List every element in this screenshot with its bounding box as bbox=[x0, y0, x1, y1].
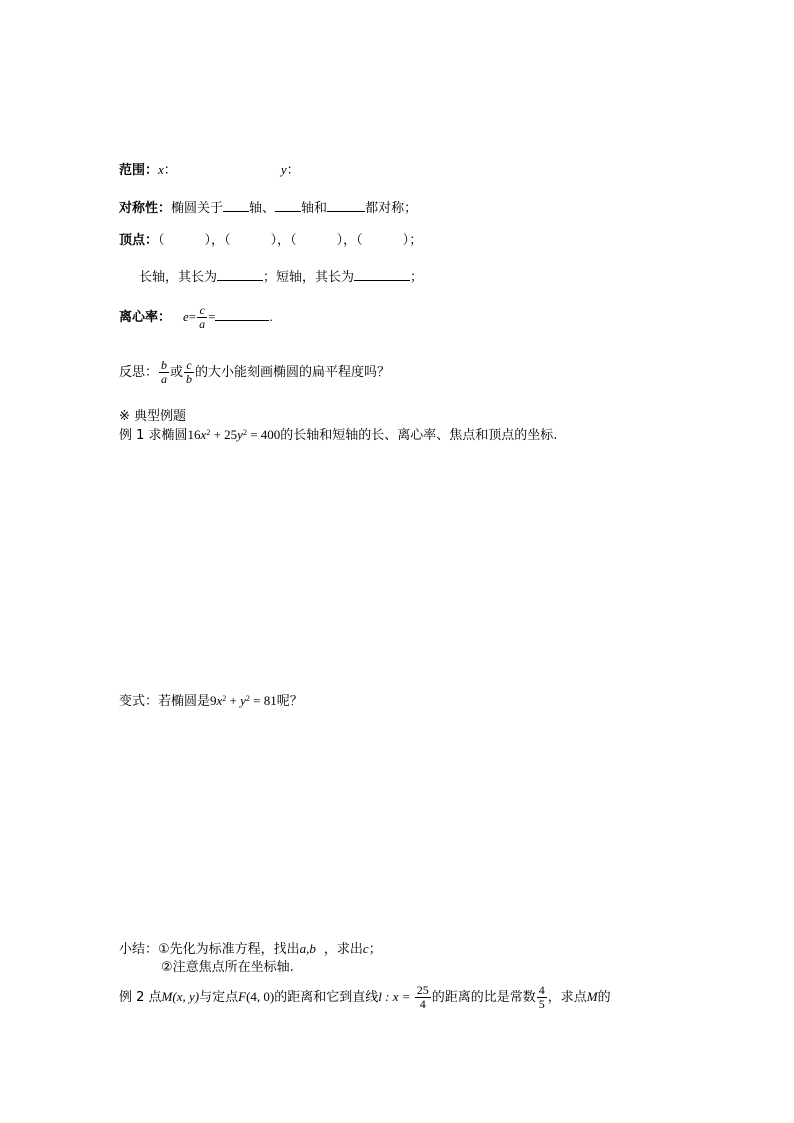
summary-line-1 bbox=[119, 940, 382, 959]
ex2-n25: 25 bbox=[416, 983, 429, 997]
range-label: 范围： bbox=[119, 163, 159, 178]
ex2-d4: 4 bbox=[419, 997, 426, 1011]
vertex-4-open: （ bbox=[356, 233, 363, 248]
ex2-M: M bbox=[161, 989, 173, 1004]
ex2-text-1: 例 2 点 bbox=[119, 990, 162, 1005]
vertex-3-open: （ bbox=[290, 233, 297, 248]
variant-eq: = 81 bbox=[249, 693, 277, 708]
ex1-plus: + 25 bbox=[210, 427, 238, 442]
variant-sq2: 2 bbox=[245, 694, 250, 703]
ex1-label: 例 1 求椭圆 bbox=[119, 428, 188, 443]
vertex-1-close: ） bbox=[204, 233, 212, 248]
range-y-colon: ： bbox=[286, 163, 300, 178]
blank-minor bbox=[354, 267, 410, 281]
ex1-sq1: 2 bbox=[206, 428, 211, 437]
vertex-4-close: ） bbox=[402, 233, 410, 248]
symmetry-label: 对称性： bbox=[119, 201, 172, 216]
axes-text-1: 长轴，其长为 bbox=[139, 270, 218, 285]
ex2-l: l bbox=[378, 989, 382, 1004]
variant-plus: + bbox=[226, 693, 241, 708]
vertex-2-close: ） bbox=[270, 233, 278, 248]
ex2-d5: 5 bbox=[538, 997, 545, 1011]
vertex-2-open: （ bbox=[224, 233, 231, 248]
reflect-a: a bbox=[161, 372, 168, 386]
symmetry-text-1: 椭圆关于 bbox=[171, 201, 224, 216]
reflect-or: 或 bbox=[170, 365, 184, 380]
blank-ecc bbox=[215, 307, 269, 321]
reflection-label: 反思： bbox=[119, 365, 159, 380]
ex2-text-2: 与定点 bbox=[199, 990, 239, 1005]
example-1 bbox=[119, 426, 557, 445]
blank-axis-2 bbox=[275, 198, 301, 212]
range-x-colon: ： bbox=[163, 163, 177, 178]
variant-x: x bbox=[216, 693, 223, 708]
reflect-frac-ba bbox=[159, 359, 169, 386]
reflect-frac-cb bbox=[184, 359, 194, 386]
summary-line-2: ②注意焦点所在坐标轴. bbox=[161, 960, 294, 975]
reflect-b: b bbox=[161, 358, 168, 372]
ex2-f40: (4, 0) bbox=[246, 989, 275, 1004]
ex1-x: x bbox=[200, 427, 207, 442]
symmetry-text-3: 轴和 bbox=[301, 201, 328, 216]
section-title: ※ 典型例题 bbox=[119, 409, 187, 424]
reflect-b2: b bbox=[186, 372, 193, 386]
ex1-sq2: 2 bbox=[242, 428, 247, 437]
ex2-xy: (x, y) bbox=[172, 989, 200, 1004]
range-x: x bbox=[158, 162, 164, 177]
ex2-text-3: 的距离和它到直线 bbox=[274, 990, 379, 1005]
symmetry-line bbox=[119, 198, 417, 218]
example-2 bbox=[119, 984, 611, 1011]
blank-major bbox=[217, 267, 263, 281]
ex2-M2: M bbox=[586, 989, 598, 1004]
reflect-rest: 的大小能刻画椭圆的扁平程度吗？ bbox=[195, 365, 391, 380]
axes-text-2: ；短轴，其长为 bbox=[263, 270, 355, 285]
ex2-text-4: 的距离的比是常数 bbox=[431, 990, 536, 1005]
ecc-e: e bbox=[183, 309, 189, 324]
ex2-F: F bbox=[238, 989, 247, 1004]
vertex-line bbox=[119, 232, 422, 250]
ex2-frac-25-4 bbox=[415, 984, 431, 1011]
ex1-rest: 的长轴和短轴的长、离心率、焦点和顶点的坐标. bbox=[280, 428, 558, 443]
variant-y: y bbox=[240, 693, 246, 708]
variant-rest: 呢？ bbox=[276, 694, 303, 709]
summary-text-3: ； bbox=[368, 942, 382, 957]
vertex-1-open: （ bbox=[158, 233, 165, 248]
vertex-end: ； bbox=[409, 233, 423, 248]
reflect-c: c bbox=[184, 359, 194, 373]
variant-label: 变式：若椭圆是 bbox=[119, 694, 211, 709]
range-y: y bbox=[280, 162, 287, 177]
blank-center bbox=[327, 198, 365, 212]
reflection-line bbox=[119, 359, 390, 386]
variant-c9: 9 bbox=[210, 693, 217, 708]
summary-text-2: ，求出 bbox=[323, 942, 363, 957]
ecc-eq2: = bbox=[208, 309, 216, 324]
ex1-eq: = 400 bbox=[246, 427, 281, 442]
ex2-frac-4-5 bbox=[537, 984, 547, 1011]
ex2-n4: 4 bbox=[538, 983, 545, 997]
ex1-y: y bbox=[237, 427, 243, 442]
eccentricity-line bbox=[119, 304, 273, 331]
summary-ab: a,b bbox=[299, 941, 316, 956]
vertex-sep-3: ， bbox=[343, 233, 357, 248]
ecc-den: a bbox=[199, 317, 206, 331]
eccentricity-label: 离心率： bbox=[119, 310, 172, 325]
vertex-sep-1: ， bbox=[211, 233, 225, 248]
axes-line bbox=[139, 267, 423, 287]
vertex-sep-2: ， bbox=[277, 233, 291, 248]
ecc-eq: = bbox=[188, 309, 197, 324]
ex2-text-6: 的 bbox=[597, 990, 611, 1005]
vertex-3-close: ） bbox=[336, 233, 344, 248]
axes-text-3: ； bbox=[410, 270, 424, 285]
summary-c: c bbox=[362, 941, 369, 956]
ecc-fraction bbox=[197, 304, 207, 331]
ex2-colonx: : x = bbox=[381, 989, 414, 1004]
ex1-c16: 16 bbox=[187, 427, 201, 442]
summary-text-1: 小结：①先化为标准方程，找出 bbox=[119, 942, 300, 957]
variant-sq1: 2 bbox=[222, 694, 227, 703]
symmetry-text-4: 都对称； bbox=[365, 201, 418, 216]
ex2-text-5: ，求点 bbox=[547, 990, 587, 1005]
vertex-label: 顶点： bbox=[119, 233, 159, 248]
ecc-end: . bbox=[269, 309, 273, 324]
variant-line bbox=[119, 692, 303, 711]
range-line bbox=[119, 161, 300, 180]
ecc-num: c bbox=[197, 304, 207, 318]
blank-axis-1 bbox=[223, 198, 249, 212]
symmetry-text-2: 轴、 bbox=[249, 201, 276, 216]
